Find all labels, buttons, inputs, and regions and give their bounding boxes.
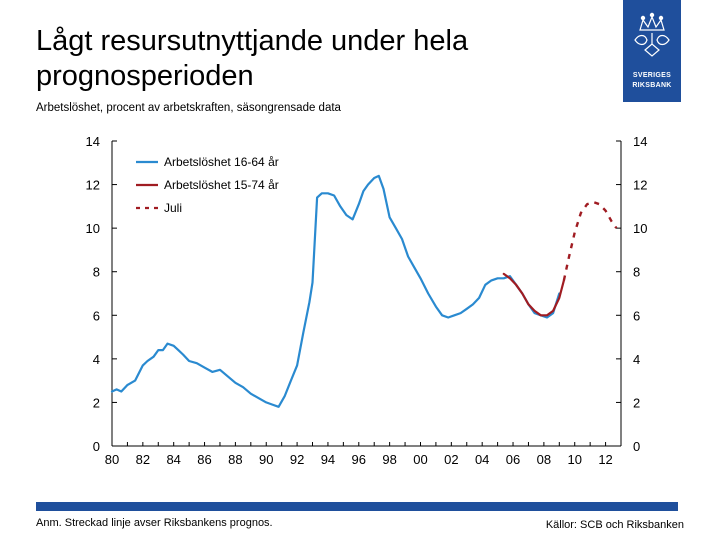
chart-legend: [136, 155, 279, 215]
y-tick-label-right: 8: [633, 264, 641, 280]
x-tick-label: 98: [382, 452, 397, 467]
x-tick-label: 12: [598, 452, 613, 467]
y-tick-label-right: 10: [633, 221, 648, 237]
series-line-2: [504, 274, 564, 315]
footnote: Anm. Streckad linje avser Riksbankens prognos.: [36, 517, 273, 529]
x-tick-label: 86: [197, 452, 212, 467]
y-tick-label-left: 4: [92, 351, 100, 367]
chart-subtitle: Arbetslöshet, procent av arbetskraften, säsongrensade data: [36, 102, 341, 114]
y-tick-label-left: 14: [85, 134, 100, 149]
y-tick-label-left: 2: [92, 395, 100, 411]
x-tick-label: 96: [351, 452, 367, 467]
x-tick-label: 88: [228, 452, 243, 467]
logo-text-line2: RIKSBANK: [632, 82, 672, 89]
x-tick-label: 08: [536, 452, 552, 467]
y-tick-label-left: 12: [85, 177, 100, 193]
x-tick-label: 02: [444, 452, 459, 467]
y-tick-label-right: 2: [633, 395, 641, 411]
legend-label-1: Arbetslöshet 16-64 år: [164, 155, 279, 169]
x-tick-label: 90: [259, 452, 274, 467]
x-tick-label: 84: [166, 452, 181, 467]
y-tick-label-right: 0: [633, 439, 641, 454]
source-note: Källor: SCB och Riksbanken: [545, 519, 684, 531]
title-line-1: Lågt resursutnyttjande under hela: [36, 25, 469, 57]
x-tick-label: 82: [135, 452, 151, 467]
y-tick-label-right: 14: [633, 134, 648, 149]
title-line-2: prognosperioden: [36, 60, 254, 92]
legend-label-3: Juli: [164, 201, 183, 215]
y-tick-label-left: 0: [92, 439, 100, 454]
x-tick-label: 80: [104, 452, 120, 467]
chart-series: [112, 176, 616, 407]
footer-bar: [36, 502, 678, 511]
y-tick-label-left: 6: [92, 308, 100, 324]
x-tick-label: 92: [289, 452, 305, 467]
x-tick-label: 00: [413, 452, 428, 467]
x-tick-label: 10: [567, 452, 582, 467]
y-tick-label-left: 8: [92, 264, 100, 280]
y-tick-label-right: 4: [633, 351, 641, 367]
logo-text-line1: SVERIGES: [632, 72, 672, 79]
x-tick-label: 04: [474, 452, 490, 467]
legend-label-2: Arbetslöshet 15-74 år: [164, 178, 279, 192]
series-line-3: [564, 202, 617, 280]
x-tick-label: 94: [320, 452, 336, 467]
y-tick-label-right: 6: [633, 308, 641, 324]
y-tick-label-left: 10: [85, 221, 100, 237]
y-tick-label-right: 12: [633, 177, 648, 193]
x-tick-label: 06: [505, 452, 521, 467]
